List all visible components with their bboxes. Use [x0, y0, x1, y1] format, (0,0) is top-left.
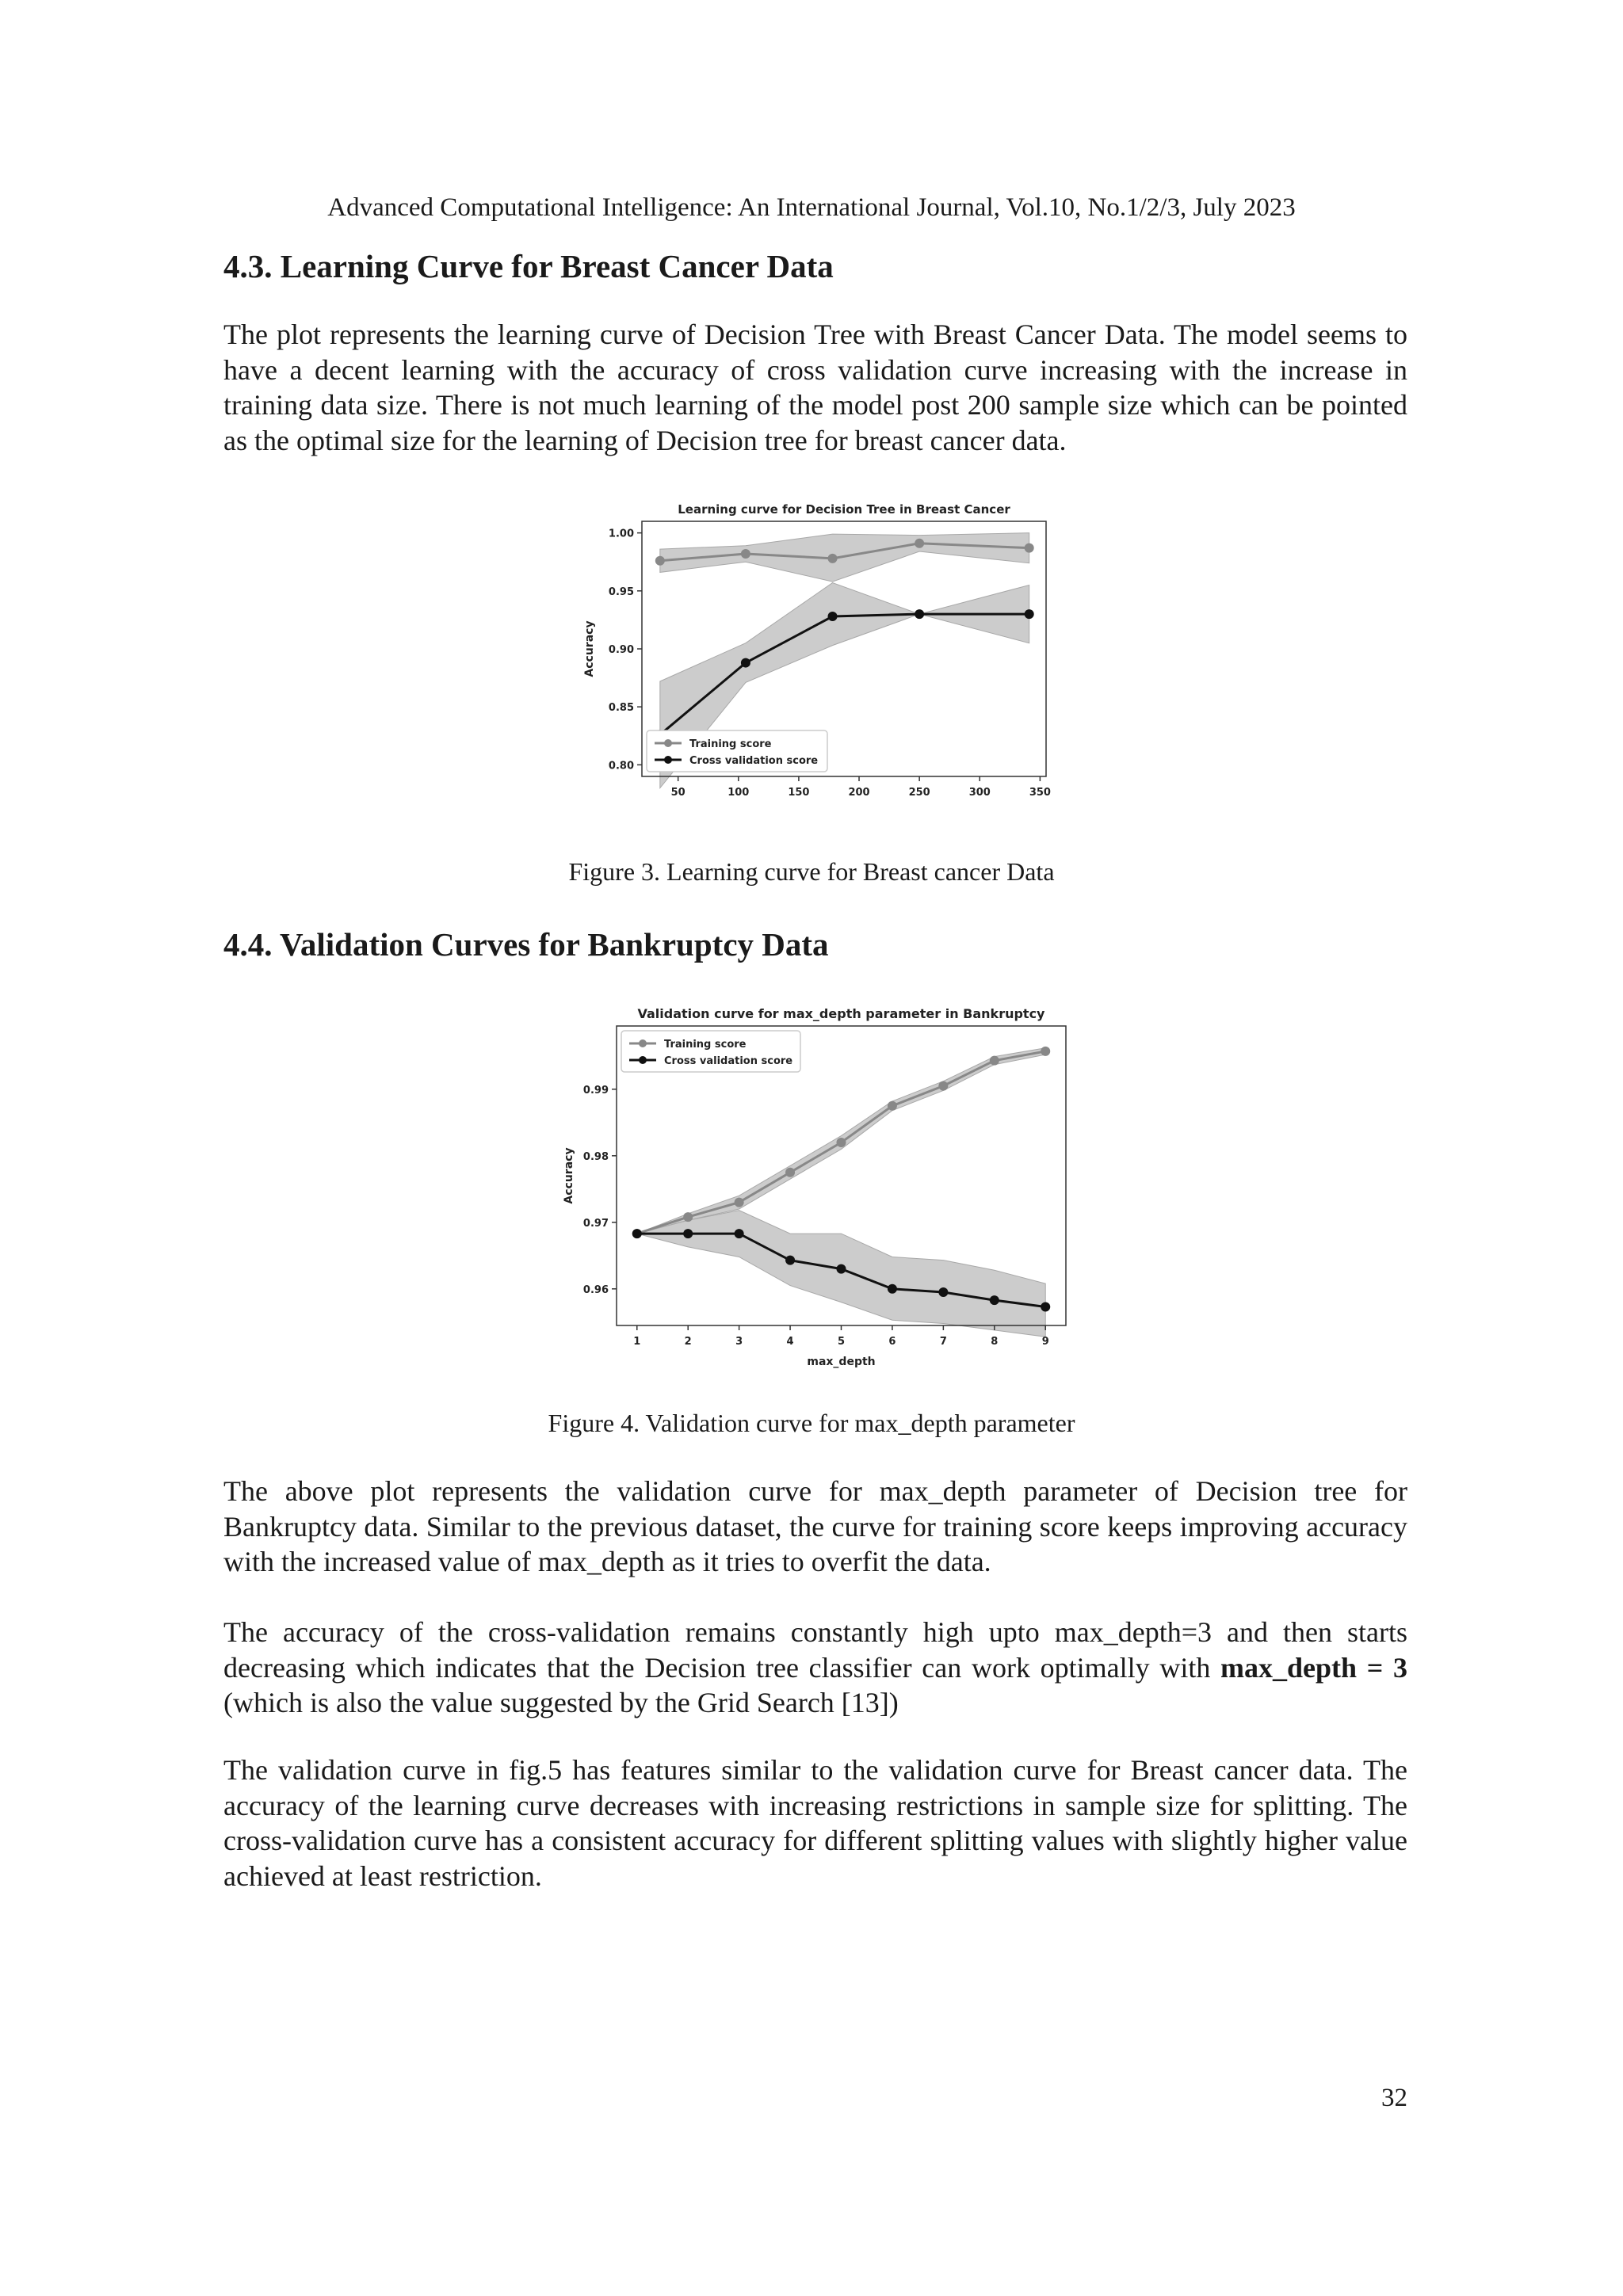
- journal-header: Advanced Computational Intelligence: An International Journal, Vol.10, No.1/2/3, July 2023: [327, 193, 1296, 222]
- data-point-cross-validation: [888, 1284, 897, 1294]
- chart-title: Learning curve for Decision Tree in Breast Cancer: [678, 502, 1010, 517]
- figure-4-caption: Figure 4. Validation curve for max_depth parameter: [548, 1409, 1075, 1437]
- x-tick-label: 300: [968, 787, 991, 799]
- data-point-training: [655, 556, 665, 566]
- data-point-training: [1041, 1047, 1050, 1056]
- data-point-training: [915, 539, 924, 548]
- section-heading-4-3: 4.3. Learning Curve for Breast Cancer Data: [223, 248, 834, 284]
- legend-marker: [664, 739, 672, 747]
- y-tick-label: 0.98: [582, 1150, 609, 1163]
- data-point-cross-validation: [683, 1229, 693, 1238]
- legend-label: Training score: [664, 1039, 747, 1051]
- x-tick-label: 3: [735, 1336, 743, 1348]
- x-tick-label: 7: [939, 1336, 947, 1348]
- y-axis-label: Accuracy: [563, 1147, 575, 1204]
- x-tick-label: 350: [1029, 787, 1051, 799]
- legend-marker: [664, 756, 672, 764]
- paragraph-text-part: (which is also the value suggested by the Grid Search [13]): [223, 1687, 899, 1718]
- section-heading-4-4: 4.4. Validation Curves for Bankruptcy Data: [223, 926, 829, 963]
- paragraph-text-part: The accuracy of the cross-validation remains constantly high upto max_depth=3 and then starts decreasing which indicates that the Decision tree classifier can work optimally with: [223, 1616, 1407, 1684]
- data-point-training: [1025, 543, 1034, 553]
- x-tick-label: 100: [727, 787, 750, 799]
- x-tick-label: 50: [670, 787, 685, 799]
- y-tick-label: 0.90: [608, 644, 634, 656]
- legend-label: Cross validation score: [664, 1055, 793, 1067]
- x-tick-label: 150: [788, 787, 810, 799]
- data-point-training: [683, 1212, 693, 1222]
- learning-curve-chart: [571, 491, 1062, 824]
- x-tick-label: 250: [908, 787, 930, 799]
- data-point-training: [888, 1101, 897, 1111]
- x-tick-label: 6: [888, 1336, 896, 1348]
- paragraph-validation-description: The above plot represents the validation curve for max_depth parameter of Decision tree for Bankruptcy data. Similar to the previous dataset, the curve for training score keeps improving accuracy with the increased value of max_depth as it tries to overfit the data.: [223, 1475, 1407, 1577]
- y-tick-label: 1.00: [608, 528, 634, 540]
- data-point-cross-validation: [828, 612, 838, 621]
- chart-title: Validation curve for max_depth parameter in Bankruptcy: [637, 1006, 1045, 1021]
- data-point-training: [938, 1081, 948, 1091]
- legend-label: Cross validation score: [689, 755, 819, 767]
- data-point-training: [837, 1138, 846, 1147]
- data-point-cross-validation: [741, 658, 750, 668]
- data-point-training: [828, 554, 838, 563]
- data-point-cross-validation: [785, 1256, 795, 1265]
- data-point-cross-validation: [632, 1229, 642, 1238]
- legend-marker: [639, 1056, 647, 1064]
- x-tick-label: 8: [991, 1336, 999, 1348]
- legend-label: Training score: [689, 738, 772, 750]
- y-tick-label: 0.99: [582, 1084, 609, 1097]
- y-tick-label: 0.97: [582, 1217, 609, 1230]
- x-tick-label: 4: [786, 1336, 794, 1348]
- x-axis-label: max_depth: [807, 1356, 876, 1368]
- data-point-training: [990, 1056, 999, 1066]
- y-tick-label: 0.95: [608, 585, 634, 598]
- data-point-cross-validation: [837, 1264, 846, 1274]
- x-tick-label: 200: [848, 787, 870, 799]
- data-point-training: [741, 549, 750, 559]
- data-point-training: [785, 1168, 795, 1177]
- x-tick-label: 5: [837, 1336, 846, 1348]
- y-tick-label: 0.80: [608, 760, 634, 772]
- y-tick-label: 0.85: [608, 702, 634, 715]
- y-axis-label: Accuracy: [583, 620, 596, 677]
- paragraph-learning-curve: The plot represents the learning curve of Decision Tree with Breast Cancer Data. The model seems to have a decent learning with the accuracy of cross validation curve increasing with the increase in training data size. There is not much learning of the model post 200 sample size which can be pointed as the optimal size for the learning of Decision tree for breast cancer data.: [223, 318, 1407, 456]
- data-point-cross-validation: [938, 1287, 948, 1297]
- data-point-cross-validation: [1025, 609, 1034, 619]
- validation-curve-chart: [555, 994, 1078, 1375]
- figure-3-caption: Figure 3. Learning curve for Breast cancer Data: [568, 857, 1055, 886]
- data-point-cross-validation: [915, 609, 924, 619]
- data-point-cross-validation: [990, 1295, 999, 1305]
- y-tick-label: 0.96: [582, 1283, 609, 1296]
- x-tick-label: 2: [684, 1336, 692, 1348]
- data-point-training: [735, 1198, 744, 1207]
- data-point-cross-validation: [1041, 1302, 1050, 1311]
- x-tick-label: 1: [633, 1336, 641, 1348]
- paragraph-fig5: The validation curve in fig.5 has features similar to the validation curve for Breast cancer data. The accuracy of the learning curve decreases with increasing restrictions in sample size for splitting. The cross-validation curve has a consistent accuracy for different splitting values with slightly higher value achieved at least restriction.: [223, 1754, 1407, 1892]
- page-number: 32: [1381, 2084, 1407, 2112]
- max-depth-emphasis: max_depth = 3: [1220, 1651, 1407, 1684]
- paragraph-cross-validation: [223, 1615, 1407, 1721]
- legend-marker: [639, 1039, 647, 1047]
- data-point-cross-validation: [735, 1229, 744, 1238]
- x-tick-label: 9: [1041, 1336, 1049, 1348]
